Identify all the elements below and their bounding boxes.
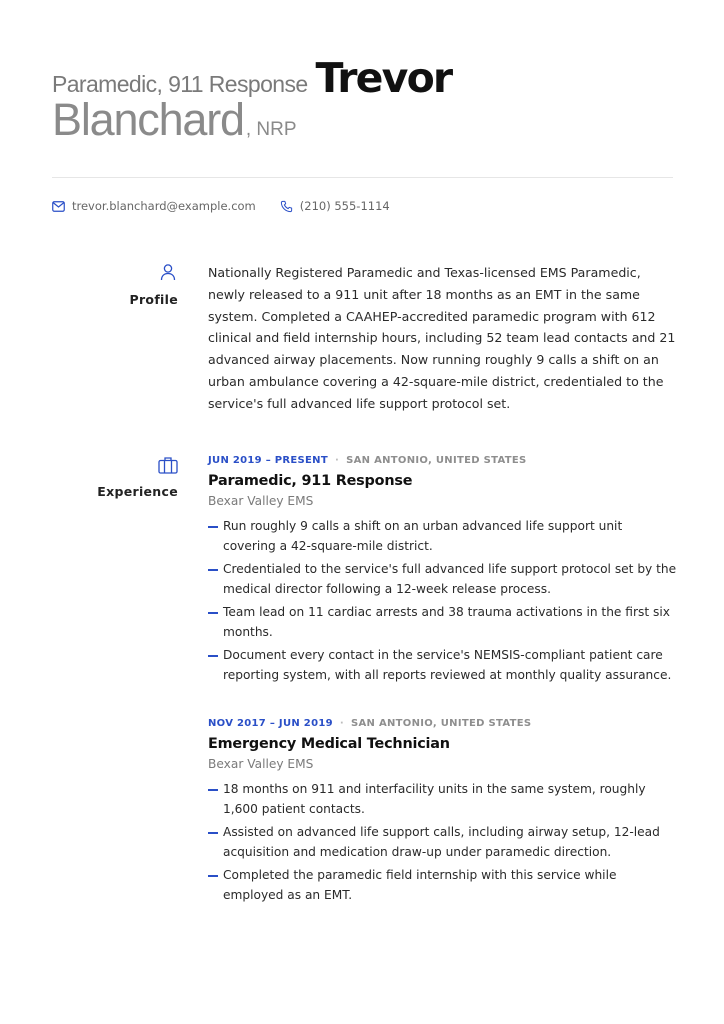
last-name: Blanchard	[52, 94, 244, 145]
job-bullets	[208, 517, 678, 685]
phone-contact[interactable]	[280, 199, 390, 213]
job-meta	[208, 455, 678, 466]
mail-icon	[52, 201, 65, 212]
briefcase-icon	[158, 456, 178, 474]
meta-separator: ·	[339, 718, 344, 729]
job-location: SAN ANTONIO, UNITED STATES	[346, 455, 527, 466]
job-title: Paramedic, 911 Response	[52, 71, 308, 97]
job-location: SAN ANTONIO, UNITED STATES	[350, 718, 532, 729]
credentials: , NRP	[245, 119, 297, 140]
phone-text[interactable]: (210) 555-1114	[299, 199, 390, 213]
bullet-item: Run roughly 9 calls a shift on an urban advanced life support unit covering a 42-square-mile district.	[208, 517, 678, 556]
resume-header	[52, 54, 451, 146]
job-role: Paramedic, 911 Response	[208, 473, 413, 489]
first-name: Trevor	[315, 54, 452, 102]
job-dates: NOV 2017 – JUN 2019	[208, 718, 333, 729]
profile-text: Nationally Registered Paramedic and Texas-licensed EMS Paramedic, newly released to a 911 unit after 18 months as an EMT in the same system. Completed a CAAHEP-accredited paramedic program with 612 clinical and field internship hours, including 52 team lead contacts and 21 advanced airway placements. Now running roughly 9 calls a shift on an urban ambulance covering a 42-square-mile district, credentialed to the service's full advanced life support protocol set.	[208, 265, 676, 411]
bullet-item: 18 months on 911 and interfacility units in the same system, roughly 1,600 patient contacts.	[208, 780, 678, 819]
job-entry	[208, 718, 678, 909]
job-company: Bexar Valley EMS	[208, 494, 314, 508]
experience-label: Experience	[97, 484, 178, 499]
job-company: Bexar Valley EMS	[208, 757, 314, 771]
contact-bar	[52, 199, 414, 213]
phone-icon	[280, 200, 293, 213]
email-contact[interactable]	[52, 199, 256, 213]
bullet-item: Completed the paramedic field internship with this service while employed as an EMT.	[208, 866, 678, 905]
profile-label: Profile	[129, 292, 178, 307]
email-text[interactable]: trevor.blanchard@example.com	[72, 199, 256, 213]
header-divider	[52, 177, 673, 178]
meta-separator: ·	[334, 455, 340, 466]
job-bullets	[208, 780, 678, 905]
job-meta	[208, 718, 678, 729]
job-dates: JUN 2019 – PRESENT	[208, 455, 328, 466]
bullet-item: Assisted on advanced life support calls, including airway setup, 12-lead acquisition and medication draw-up under paramedic direction.	[208, 823, 678, 862]
job-role: Emergency Medical Technician	[208, 736, 450, 752]
bullet-item: Credentialed to the service's full advanced life support protocol set by the medical director following a 12-week release process.	[208, 560, 678, 599]
bullet-item: Team lead on 11 cardiac arrests and 38 trauma activations in the first six months.	[208, 603, 678, 642]
user-icon	[159, 263, 177, 281]
job-entry	[208, 455, 678, 689]
bullet-item: Document every contact in the service's NEMSIS-compliant patient care reporting system, with all reports reviewed at monthly quality assurance.	[208, 646, 678, 685]
